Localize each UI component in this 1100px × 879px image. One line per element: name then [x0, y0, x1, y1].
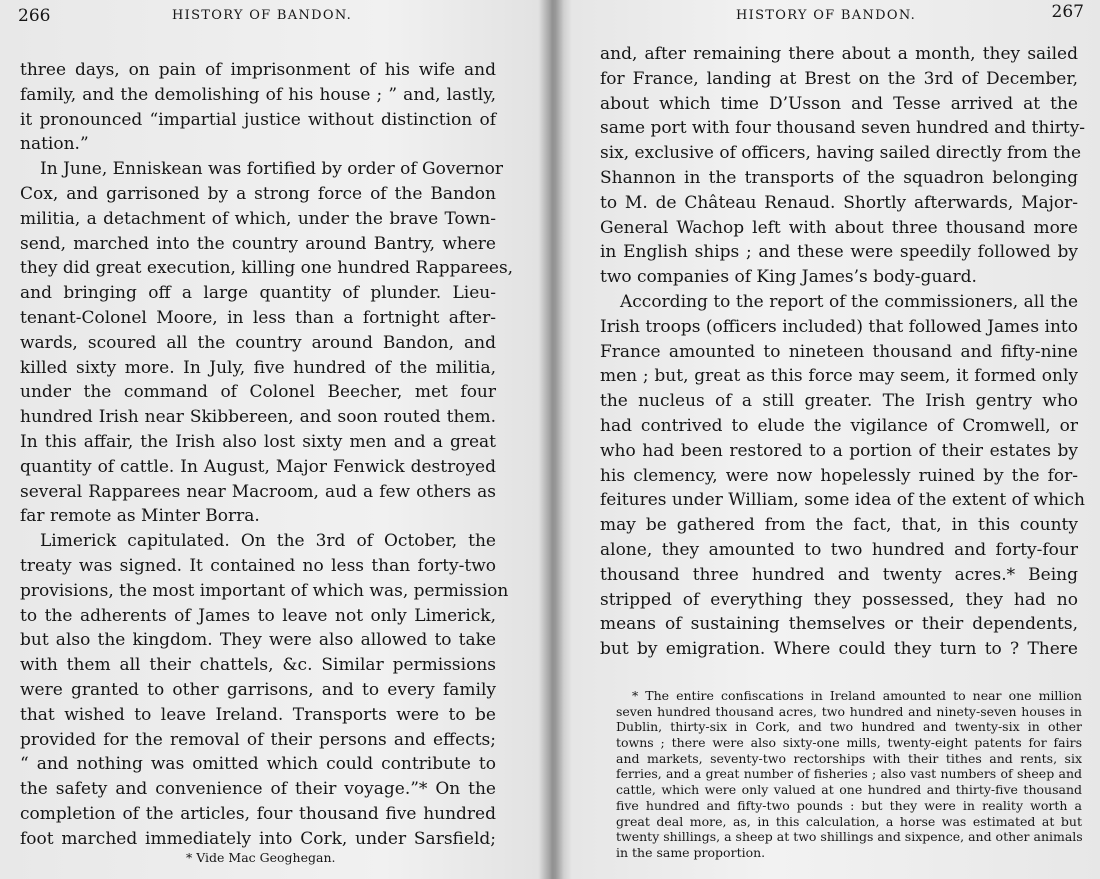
text-line: three days, on pain of imprisonment of his wife and [20, 60, 496, 80]
footnote-line: cattle, which were only valued at one hundred and thirty-five thousand [616, 782, 1082, 798]
text-line: that wished to leave Ireland. Transports were to be [20, 704, 496, 725]
text-line: men ; but, great as this force may seem, it formed only [600, 366, 1078, 387]
text-line: had contrived to elude the vigilance of Cromwell, or [600, 415, 1078, 436]
text-line: treaty was signed. It contained no less than forty-two [20, 555, 496, 576]
text-line: with them all their chattels, &c. Similar permissions [20, 655, 496, 676]
right-page-header [556, 2, 1100, 30]
footnote-line: in the same proportion. [616, 844, 766, 860]
text-line: quantity of cattle. In August, Major Fenwick destroyed [20, 456, 496, 477]
footnote-line: five hundred and fifty-two pounds : but they were in reality worth a [616, 797, 1082, 813]
text-line: tenant-Colonel Moore, in less than a fortnight after- [20, 307, 496, 328]
text-line: foot marched immediately into Cork, under Sarsfield; [20, 828, 496, 849]
text-line: feitures under William, some idea of the extent of which [600, 490, 1085, 511]
text-line: family, and the demolishing of his house ; ” and, lastly, [20, 84, 496, 105]
footnote-line: great deal more, as, in this calculation, a horse was estimated at but [616, 813, 1082, 829]
text-line: militia, a detachment of which, under the brave Town- [20, 208, 496, 229]
footnote-line: Dublin, thirty-six in Cork, and two hundred and twenty-six in other [616, 719, 1082, 735]
text-line: alone, they amounted to two hundred and forty-four [600, 539, 1078, 560]
text-line: may be gathered from the fact, that, in this county [600, 515, 1078, 536]
text-line: wards, scoured all the country around Bandon, and [20, 332, 496, 353]
left-page [0, 0, 548, 879]
text-line: six, exclusive of officers, having sailed directly from the [600, 143, 1082, 164]
text-line: under the command of Colonel Beecher, met four [20, 382, 496, 403]
text-line: killed sixty more. In July, five hundred of the militia, [20, 357, 496, 378]
text-line: send, marched into the country around Bantry, where [20, 233, 496, 254]
text-line: thousand three hundred and twenty acres.* Being [600, 564, 1078, 585]
text-line: two companies of King James’s body-guard. [600, 267, 977, 288]
text-line: means of sustaining themselves or their dependents, [600, 614, 1078, 635]
text-line: France amounted to nineteen thousand and fifty-nine [600, 341, 1078, 362]
text-line: According to the report of the commissioners, all the [620, 291, 1078, 312]
footnote-line: towns ; there were also sixty-one mills, twenty-eight patents for fairs [616, 735, 1082, 751]
text-line: and, after remaining there about a month, they sailed [600, 44, 1078, 64]
text-line: nation.” [20, 134, 89, 155]
text-line: but by emigration. Where could they turn to ? There [600, 639, 1078, 660]
text-line: but also the kingdom. They were also allowed to take [20, 630, 496, 651]
text-line: Limerick capitulated. On the 3rd of October, the [40, 531, 496, 552]
text-line: far remote as Minter Borra. [20, 506, 260, 527]
text-line: provided for the removal of their persons and effects; [20, 729, 496, 750]
text-line: same port with four thousand seven hundred and thirty- [600, 118, 1086, 139]
text-line: several Rapparees near Macroom, aud a few others as [20, 481, 496, 502]
footnote-line: ferries, and a great number of fisheries ; also vast numbers of sheep and [616, 766, 1082, 782]
footnote-line: twenty shillings, a sheep at two shillings and sixpence, and other animals [616, 829, 1083, 845]
text-line: “ and nothing was omitted which could contribute to [20, 754, 496, 775]
text-line: were granted to other garrisons, and to every family [20, 679, 496, 700]
left-page-number: 266 [18, 6, 51, 26]
right-page-body [600, 42, 1086, 662]
right-page-number: 267 [1051, 2, 1084, 22]
right-footnote [616, 688, 1082, 861]
text-line: Cox, and garrisoned by a strong force of the Bandon [20, 183, 496, 204]
footnote-line: and markets, seventy-two rectorships with their tithes and rents, six [616, 750, 1082, 766]
text-line: to M. de Château Renaud. Shortly afterwards, Major- [600, 192, 1078, 213]
text-line: about which time D’Usson and Tesse arrived at the [600, 93, 1078, 114]
left-page-header [0, 6, 548, 30]
text-line: and bringing off a large quantity of plunder. Lieu- [20, 283, 496, 304]
text-line: who had been restored to a portion of their estates by [600, 440, 1078, 461]
left-running-head: HISTORY OF BANDON. [172, 8, 353, 23]
text-line: his clemency, were now hopelessly ruined by the for- [600, 465, 1078, 486]
text-line: Shannon in the transports of the squadron belonging [600, 167, 1078, 188]
text-line: to the adherents of James to leave not only Limerick, [20, 605, 496, 626]
footnote-line: seven hundred thousand acres, two hundred and ninety-seven houses in [616, 703, 1082, 719]
text-line: they did great execution, killing one hundred Rapparees, [20, 258, 514, 279]
text-line: the safety and convenience of their voyage.”* On the [20, 779, 496, 800]
left-page-body [20, 58, 514, 852]
text-line: the nucleus of a still greater. The Irish gentry who [600, 391, 1078, 412]
text-line: In June, Enniskean was fortified by order of Governor [40, 159, 503, 180]
text-line: in English ships ; and these were speedily followed by [600, 242, 1078, 263]
footnote-line: * The entire confiscations in Ireland amounted to near one million [632, 688, 1082, 703]
right-running-head: HISTORY OF BANDON. [736, 8, 917, 23]
text-line: for France, landing at Brest on the 3rd of December, [600, 68, 1078, 89]
right-page [556, 0, 1100, 879]
text-line: hundred Irish near Skibbereen, and soon routed them. [20, 407, 496, 428]
text-line: provisions, the most important of which was, permission [20, 580, 509, 601]
text-line: completion of the articles, four thousand five hundred [20, 803, 496, 824]
left-footnote: * Vide Mac Geoghegan. [186, 850, 336, 865]
text-line: it pronounced “impartial justice without distinction of [20, 109, 496, 130]
text-line: General Wachop left with about three thousand more [600, 217, 1078, 238]
text-line: Irish troops (officers included) that followed James into [600, 316, 1078, 337]
text-line: stripped of everything they possessed, they had no [600, 589, 1078, 610]
text-line: In this affair, the Irish also lost sixty men and a great [20, 431, 496, 452]
